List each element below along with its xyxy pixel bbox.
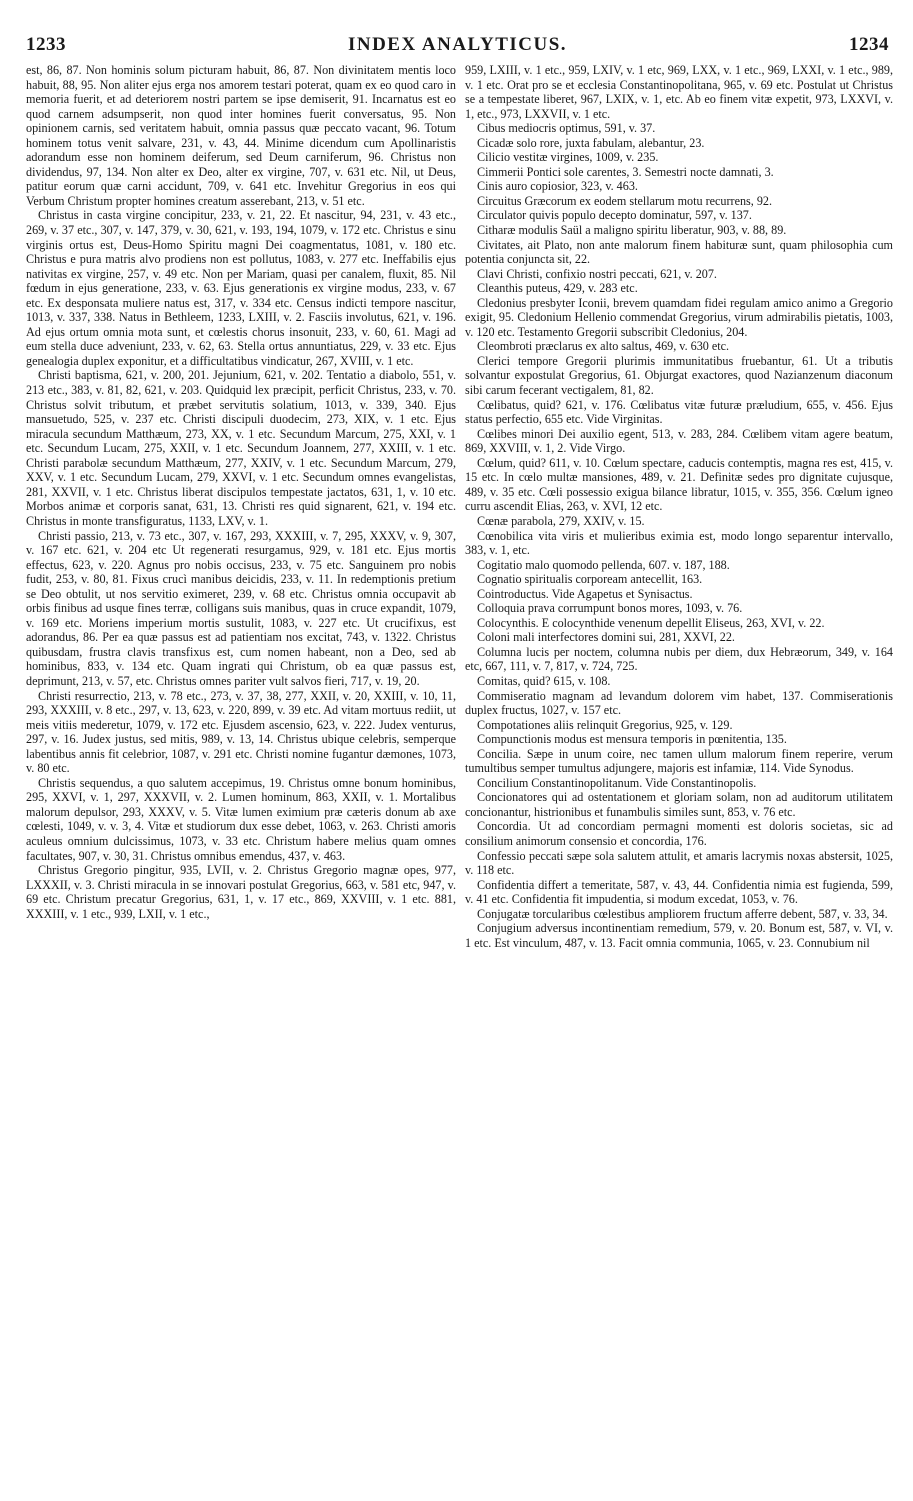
- index-entry: Circulator quivis populo decepto dominatur, 597, v. 137.: [477, 208, 752, 223]
- index-entry: Coloni mali interfectores domini sui, 281, XXVI, 22.: [477, 630, 735, 645]
- index-entry: Confidentia differt a temeritate, 587, v. 43, 44. Confidentia nimia est fugienda, 599, v. 41 etc. Confidentia fit impudentia, si modum excedat, 1053, v. 76.: [465, 877, 893, 907]
- index-entry: Christus Gregorio pingitur, 935, LVII, v. 2. Christus Gregorio magnæ opes, 977, LXXXII, v. 3. Christi miracula in se innovari postulat Gregorius, 663, v. 581 etc, 947, v. 69 etc. Christum precatur Gregorius, 631, 1, v. 17 etc., 869, XXVIII, v. 1 etc. 881, XXXIII, v. 1 etc., 939, LXII, v. 1 etc.,: [26, 863, 456, 921]
- index-entry: Citharæ modulis Saül a maligno spiritu liberatur, 903, v. 88, 89.: [477, 223, 787, 238]
- index-entry: Cimmerii Pontici sole carentes, 3. Semestri nocte damnati, 3.: [477, 164, 774, 179]
- index-entry: Conjugatæ torcularibus cœlestibus ampliorem fructum afferre debent, 587, v. 33, 34.: [477, 906, 888, 921]
- index-entry: est, 86, 87. Non hominis solum picturam habuit, 86, 87. Non divinitatem mentis loco habuit, 88, 95. Non aliter ejus erga nos amorem testari poterat, quam ex eo quod caro in memoria fuerit, et ad deteriorem nostri partem se ipse demiserit, 91. Incarnatus est eo quod carnem adsumpserit, non quod inter homines fuerit conversatus, 95. Non opinionem carnis, sed veritatem habuit, omnia passus quæ peccato vacant, 96. Totum hominem totus venit salvare, 231, v. 43, 44. Minime dicendum cum Apollinaristis adorandum esse non hominem deiferum, sed Deum carniferum, 96. Christus non dividendus, 97, 134. Non alter ex Deo, alter ex virgine, 707, v. 631 etc. Nil, ut Deus, patitur eorum quæ carni accidunt, 709, v. 641 etc. Invehitur Gregorius in eos qui Verbum Christum propter homines creatum asserebant, 213, v. 51 etc.: [26, 63, 456, 208]
- index-entry: Christi resurrectio, 213, v. 78 etc., 273, v. 37, 38, 277, XXII, v. 20, XXIII, v. 10, 11, 293, XXXIII, v. 8 etc., 297, v. 13, 623, v. 220, 899, v. 39 etc. Ad vitam mortuus rediit, ut meis vitiis mederetur, 1079, v. 172 etc. Ejusdem ascensio, 623, v. 222. Judex venturus, 297, v. 16. Judex justus, sed mitis, 989, v. 13, 14. Christus ubique celebris, semperque labentibus annis fit celebrior, 1087, v. 291 etc. Christi nomine fugantur dæmones, 1073, v. 80 etc.: [26, 688, 456, 776]
- index-entry: Christi passio, 213, v. 73 etc., 307, v. 167, 293, XXXIII, v. 7, 295, XXXV, v. 9, 307, v. 167 etc. 621, v. 204 etc Ut regenerati resurgamus, 929, v. 181 etc. Ejus mortis effectus, 623, v. 220. Agnus pro nobis occisus, 233, v. 75 etc. Sanguinem pro nobis fudit, 253, v. 80, 81. Fixus crucì manibus deicidis, 233, v. 11. In redemptionis pretium se Deo obtulit, ut nos servitio eximeret, 239, v. 68 etc. Christus omnia occupavit ab orbis finibus ad usque fines terræ, colligans suis manibus, quas in cruce expandit, 1079, v. 169 etc. Moriens imperium mortis sustulit, 1083, v. 227 etc. Ut crucifixus, est adorandus, 86. Per ea quæ passus est ad patientiam nos excitat, 743, v. 1322. Christus quibusdam, frustra clavis transfixus est, cum nomen habeant, non a Deo, sed ab hominibus, 833, v. 134 etc. Quam ingrati qui Christum, ob ea quæ passus est, deprimunt, 213, v. 57, etc. Christus omnes pariter vult salvos fieri, 717, v. 19, 20.: [26, 528, 456, 688]
- running-title: INDEX ANALYTICUS.: [347, 34, 568, 55]
- index-entry: Cibus mediocris optimus, 591, v. 37.: [477, 121, 656, 136]
- index-entry: Comitas, quid? 615, v. 108.: [477, 673, 611, 688]
- index-entry: Cogitatio malo quomodo pellenda, 607. v. 187, 188.: [477, 557, 730, 572]
- index-entry: Compunctionis modus est mensura temporis in pœnitentia, 135.: [477, 732, 787, 747]
- index-entry: Cœnæ parabola, 279, XXIV, v. 15.: [477, 513, 645, 528]
- index-entry: Cœlum, quid? 611, v. 10. Cœlum spectare, caducis contemptis, magna res est, 415, v. 15 etc. In cœlo multæ mansiones, 489, v. 21. Definitæ sedes pro dignitate cujusque, 489, v. 35 etc. Cœli possessio exigua bilance libratur, 1015, v. 355, 356. Cœlum igneo curru ascendit Elias, 263, v. XVI, 12 etc.: [465, 455, 893, 514]
- index-entry: Compotationes aliis relinquit Gregorius, 925, v. 129.: [477, 717, 733, 732]
- index-entry: Concilium Constantinopolitanum. Vide Constantinopolis.: [477, 775, 757, 790]
- index-entry: Christus in casta virgine concipitur, 233, v. 21, 22. Et nascitur, 94, 231, v. 43 etc., 269, v. 37 etc., 307, v. 147, 379, v. 30, 621, v. 193, 194, 1079, v. 172 etc. Christus e sinu virginis ortus est, Deus-Homo Spiritu magni Dei coagmentatus, 1081, v. 180 etc. Christus e pura matris alvo prodiens non est pollutus, 1083, v. 277 etc. Ineffabilis ejus nativitas ex virgine, 257, v. 49 etc. Non per Mariam, quasi per canalem, fluxit, 85. Nil fœdum in ejus generatione, 233, v. 63. Ejus generationis ex virgine modus, 233, v. 67 etc. Ex desponsata muliere natus est, 317, v. 334 etc. Census indicti tempore nascitur, 1013, v. 337, 338. Natus in Bethleem, 1233, LXIII, v. 2. Fasciis involutus, 621, v. 196. Ad ejus ortum omnia mota sunt, et cœlestis chorus insonuit, 233, v. 60, 61. Magi ad eum stella duce adveniunt, 233, v. 62, 63. Stella ortus annuntiatus, 229, v. 33 etc. Ejus genealogia duplex exponitur, et a difficultatibus vindicatur, 267, XVIII, v. 1 etc.: [26, 208, 456, 368]
- index-entry: Cognatio spiritualis corpoream antecellit, 163.: [477, 572, 703, 587]
- left-column: [26, 63, 456, 1491]
- page-number-right: 1234: [849, 34, 889, 55]
- index-entry: Concionatores qui ad ostentationem et gloriam solam, non ad auditorum utilitatem concionantur, histrionibus et funambulis similes sunt, 853, v. 76 etc.: [465, 790, 893, 819]
- index-entry: Colloquia prava corrumpunt bonos mores, 1093, v. 76.: [477, 601, 743, 616]
- index-entry: Clavi Christi, confixio nostri peccati, 621, v. 207.: [477, 266, 717, 281]
- index-entry: Christi baptisma, 621, v. 200, 201. Jejunium, 621, v. 202. Tentatio a diabolo, 551, v. 213 etc., 383, v. 81, 82, 621, v. 203. Quidquid lex præcipit, perficit Christus, 233, v. 70. Christus solvit tributum, et præbet servitutis solatium, 1013, v. 339, 340. Ejus mansuetudo, 525, v. 237 etc. Christi discipuli duodecim, 273, XIX, v. 1 etc. Ejus miracula secundum Matthæum, 273, XX, v. 1 etc. Secundum Marcum, 275, XXI, v. 1 etc. Secundum Lucam, 275, XXII, v. 1 etc. Secundum Joannem, 277, XXIII, v. 1 etc. Christi parabolæ secundum Matthæum, 277, XXIV, v. 1 etc. Secundum Marcum, 279, XXV, v. 1 etc. Secundum Lucam, 279, XXVI, v. 1 etc. Secundum omnes evangelistas, 281, XXVII, v. 1 etc. Christus liberat discipulos tempestate jactatos, 631, 1, v. 10 etc. Morbos animæ et corporis sanat, 631, 13. Christi res quid signarent, 621, v. 194 etc. Christus in monte transfiguratus, 1133, LXV, v. 1.: [26, 368, 456, 528]
- index-entry: Concordia. Ut ad concordiam permagni momenti est doloris societas, sic ad consilium animorum consensio et concordia, 176.: [465, 819, 893, 848]
- page-header: [26, 34, 889, 58]
- index-entry: Cœlibes minori Dei auxilio egent, 513, v. 283, 284. Cœlibem vitam agere beatum, 869, XXVIII, v. 1, 2. Vide Virgo.: [465, 426, 893, 456]
- index-entry: Cilicio vestitæ virgines, 1009, v. 235.: [477, 150, 659, 165]
- index-entry: Cicadæ solo rore, juxta fabulam, alebantur, 23.: [477, 135, 705, 150]
- index-entry: Cointroductus. Vide Agapetus et Synisactus.: [477, 586, 693, 601]
- index-entry: 959, LXIII, v. 1 etc., 959, LXIV, v. 1 etc, 969, LXX, v. 1 etc., 969, LXXI, v. 1 etc., 989, v. 1 etc. Orat pro se et ecclesia Constantinopolitana, 965, v. 69 etc. Postulat ut Christus se a tempestate liberet, 967, LXIX, v. 1, etc. Ab eo finem vitæ expetit, 973, LXXVI, v. 1, etc., 973, LXXVII, v. 1 etc.: [465, 63, 893, 121]
- page-number-left: 1233: [26, 34, 66, 55]
- index-entry: Cœnobilica vita viris et mulieribus eximia est, modo longo separentur intervallo, 383, v. 1, etc.: [465, 528, 893, 558]
- index-entry: Cœlibatus, quid? 621, v. 176. Cœlibatus vitæ futuræ præludium, 655, v. 456. Ejus status perfectio, 655 etc. Vide Virginitas.: [465, 397, 893, 427]
- index-entry: Christis sequendus, a quo salutem accepimus, 19. Christus omne bonum hominibus, 295, XXVI, v. 1, 297, XXXVII, v. 2. Lumen hominum, 863, XXII, v. 1. Mortalibus malorum depulsor, 293, XXXV, v. 5. Vitæ lumen eximium præ cæteris donum ab axe cœlesti, 1049, v. v. 3, 4. Vitæ et studiorum dux esse debet, 1063, v. 263. Christi amoris aculeus omnium dulcissimus, 1073, v. 33 etc. Christum habere melius quam omnes facultates, 907, v. 30, 31. Christus omnibus emendus, 437, v. 463.: [26, 775, 456, 863]
- index-entry: Cinis auro copiosior, 323, v. 463.: [477, 179, 638, 194]
- index-entry: Conjugium adversus incontinentiam remedium, 579, v. 20. Bonum est, 587, v. VI, v. 1 etc. Est vinculum, 487, v. 13. Facit omnia communia, 1065, v. 23. Connubium nil: [465, 921, 893, 950]
- index-entry: Circuitus Græcorum ex eodem stellarum motu recurrens, 92.: [477, 193, 773, 208]
- index-entry: Concilia. Sæpe in unum coire, nec tamen ullum malorum finem reperire, verum tumultibus semper tumultus adjungere, majoris est infamiæ, 114. Vide Synodus.: [465, 746, 893, 776]
- right-column: [465, 63, 893, 1491]
- index-entry: Cleanthis puteus, 429, v. 283 etc.: [477, 281, 638, 296]
- index-entry: Colocynthis. E colocynthide venenum depellit Eliseus, 263, XVI, v. 22.: [477, 615, 825, 630]
- index-entry: Commiseratio magnam ad levandum dolorem vim habet, 137. Commiserationis duplex fructus, 1027, v. 157 etc.: [465, 688, 893, 718]
- index-entry: Confessio peccati sæpe sola salutem attulit, et amaris lacrymis noxas abstersit, 1025, v. 118 etc.: [465, 848, 893, 878]
- index-entry: Cleombroti præclarus ex alto saltus, 469, v. 630 etc.: [477, 339, 730, 354]
- index-entry: Civitates, ait Plato, non ante malorum finem habituræ sunt, quam philosophia cum potentia conjuncta sit, 22.: [465, 237, 893, 267]
- index-entry: Cledonius presbyter Iconii, brevem quamdam fidei regulam amico animo a Gregorio exigit, 95. Cledonium Hellenio commendat Gregorius, virum admirabilis pietatis, 1003, v. 120 etc. Testamento Gregorii subscribit Cledonius, 204.: [465, 295, 893, 339]
- index-entry: Clerici tempore Gregorii plurimis immunitatibus fruebantur, 61. Ut a tributis solvantur expostulat Gregorius, 61. Objurgat exactores, quod Nazianzenum diaconum sibi carum fecerant vectigalem, 81, 82.: [465, 353, 893, 398]
- index-entry: Columna lucis per noctem, columna nubis per diem, dux Hebræorum, 349, v. 164 etc, 667, 111, v. 7, 817, v. 724, 725.: [465, 644, 893, 674]
